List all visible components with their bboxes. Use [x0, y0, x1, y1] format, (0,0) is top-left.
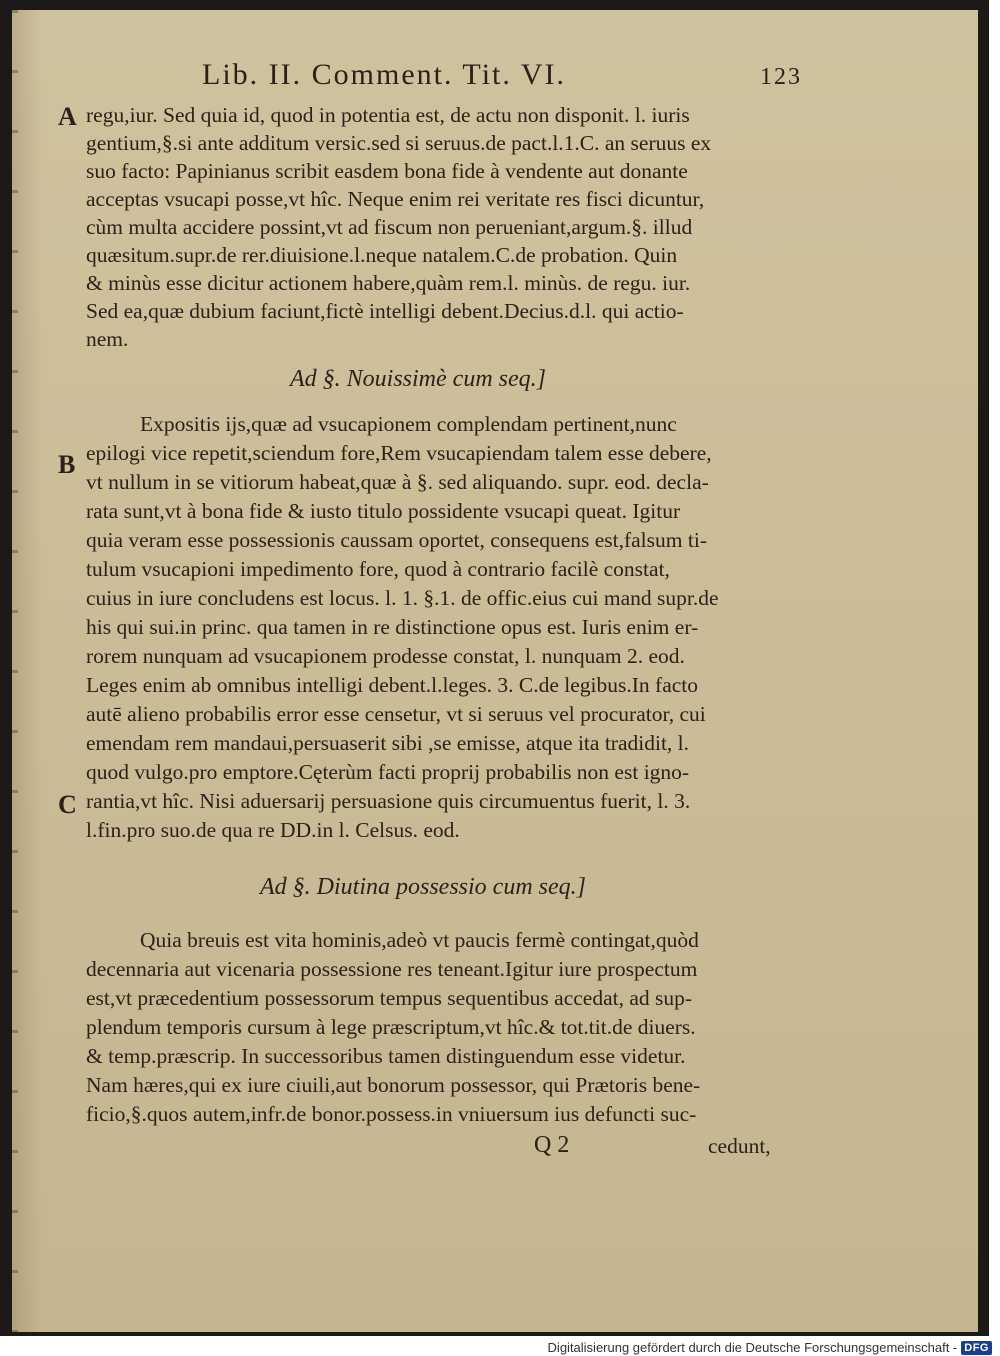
text-line: rorem nunquam ad vsucapionem prodesse constat, l. nunquam 2. eod. — [86, 644, 685, 668]
section-heading: Ad §. Nouissimè cum seq.] — [290, 366, 546, 392]
text-line: Leges enim ab omnibus intelligi debent.l.leges. 3. C.de legibus.In facto — [86, 673, 699, 697]
text-line: cuius in iure concludens est locus. l. 1. §.1. de offic.eius cui mand supr.de — [86, 586, 719, 610]
text-line: decennaria aut vicenaria possessione res teneant.Igitur iure prospectum — [86, 957, 698, 981]
text-line: quod vulgo.pro emptore.Cęterùm facti proprij probabilis non est igno- — [86, 760, 690, 784]
page-edge — [12, 10, 18, 1332]
catchword: cedunt, — [708, 1134, 771, 1158]
text-line: epilogi vice repetit,sciendum fore,Rem vsucapiendam talem esse debere, — [86, 441, 712, 465]
text-line: quia veram esse possessionis caussam oportet, consequens est,falsum ti- — [86, 528, 707, 552]
text-line: Quia breuis est vita hominis,adeò vt paucis fermè contingat,quòd — [140, 928, 699, 952]
running-title: Lib. II. Comment. Tit. VI. — [202, 58, 566, 91]
text-line: autē alieno probabilis error esse censetur, vt si seruus vel procurator, cui — [86, 702, 706, 726]
text-line: Nam hæres,qui ex iure ciuili,aut bonorum possessor, qui Prætoris bene- — [86, 1073, 701, 1097]
page-number: 123 — [760, 64, 802, 90]
dfg-logo: DFG — [961, 1341, 992, 1355]
digitization-credit — [548, 1340, 992, 1355]
text-line: Expositis ijs,quæ ad vsucapionem complendam pertinent,nunc — [140, 412, 677, 436]
text-line: & temp.præscrip. In successoribus tamen distinguendum esse videtur. — [86, 1044, 686, 1068]
text-line: emendam rem mandaui,persuaserit sibi ,se emisse, atque ita tradidit, l. — [86, 731, 690, 755]
book-page — [12, 10, 978, 1332]
text-line: ficio,§.quos autem,infr.de bonor.possess.in vniuersum ius defuncti suc- — [86, 1102, 697, 1126]
text-line: nem. — [86, 327, 129, 351]
text-line: his qui sui.in princ. qua tamen in re distinctione opus est. Iuris enim er- — [86, 615, 699, 639]
text-line: cùm multa accidere possint,vt ad fiscum non perueniant,argum.§. illud — [86, 215, 693, 239]
text-line: & minùs esse dicitur actionem habere,quàm rem.l. minùs. de regu. iur. — [86, 271, 691, 295]
text-line: plendum temporis cursum à lege præscriptum,vt hîc.& tot.tit.de diuers. — [86, 1015, 696, 1039]
text-line: tulum vsucapioni impedimento fore, quod à contrario facilè constat, — [86, 557, 670, 581]
credit-text: Digitalisierung gefördert durch die Deutsche Forschungsgemeinschaft - — [547, 1340, 958, 1355]
text-line: quæsitum.supr.de rer.diuisione.l.neque natalem.C.de probation. Quin — [86, 243, 678, 267]
signature-mark: Q 2 — [534, 1132, 570, 1158]
text-line: est,vt præcedentium possessorum tempus sequentibus accedat, ad sup- — [86, 986, 693, 1010]
text-line: rata sunt,vt à bona fide & iusto titulo possidente vsucapi queat. Igitur — [86, 499, 681, 523]
text-line: l.fin.pro suo.de qua re DD.in l. Celsus. eod. — [86, 818, 460, 842]
text-line: acceptas vsucapi posse,vt hîc. Neque enim rei veritate res fisci dicuntur, — [86, 187, 705, 211]
text-line: Sed ea,quæ dubium faciunt,fictè intelligi debent.Decius.d.l. qui actio- — [86, 299, 684, 323]
margin-marker-c: C — [58, 790, 77, 819]
text-line: regu,iur. Sed quia id, quod in potentia est, de actu non disponit. l. iuris — [86, 103, 690, 127]
text-line: gentium,§.si ante additum versic.sed si seruus.de pact.l.1.C. an seruus ex — [86, 131, 712, 155]
text-line: rantia,vt hîc. Nisi aduersarij persuasione quis circumuentus fuerit, l. 3. — [86, 789, 691, 813]
text-line: suo facto: Papinianus scribit easdem bona fide à vendente aut donante — [86, 159, 688, 183]
text-line: vt nullum in se vitiorum habeat,quæ à §. sed aliquando. supr. eod. decla- — [86, 470, 709, 494]
section-heading: Ad §. Diutina possessio cum seq.] — [260, 874, 586, 900]
margin-marker-b: B — [58, 450, 76, 479]
margin-marker-a: A — [58, 102, 77, 131]
